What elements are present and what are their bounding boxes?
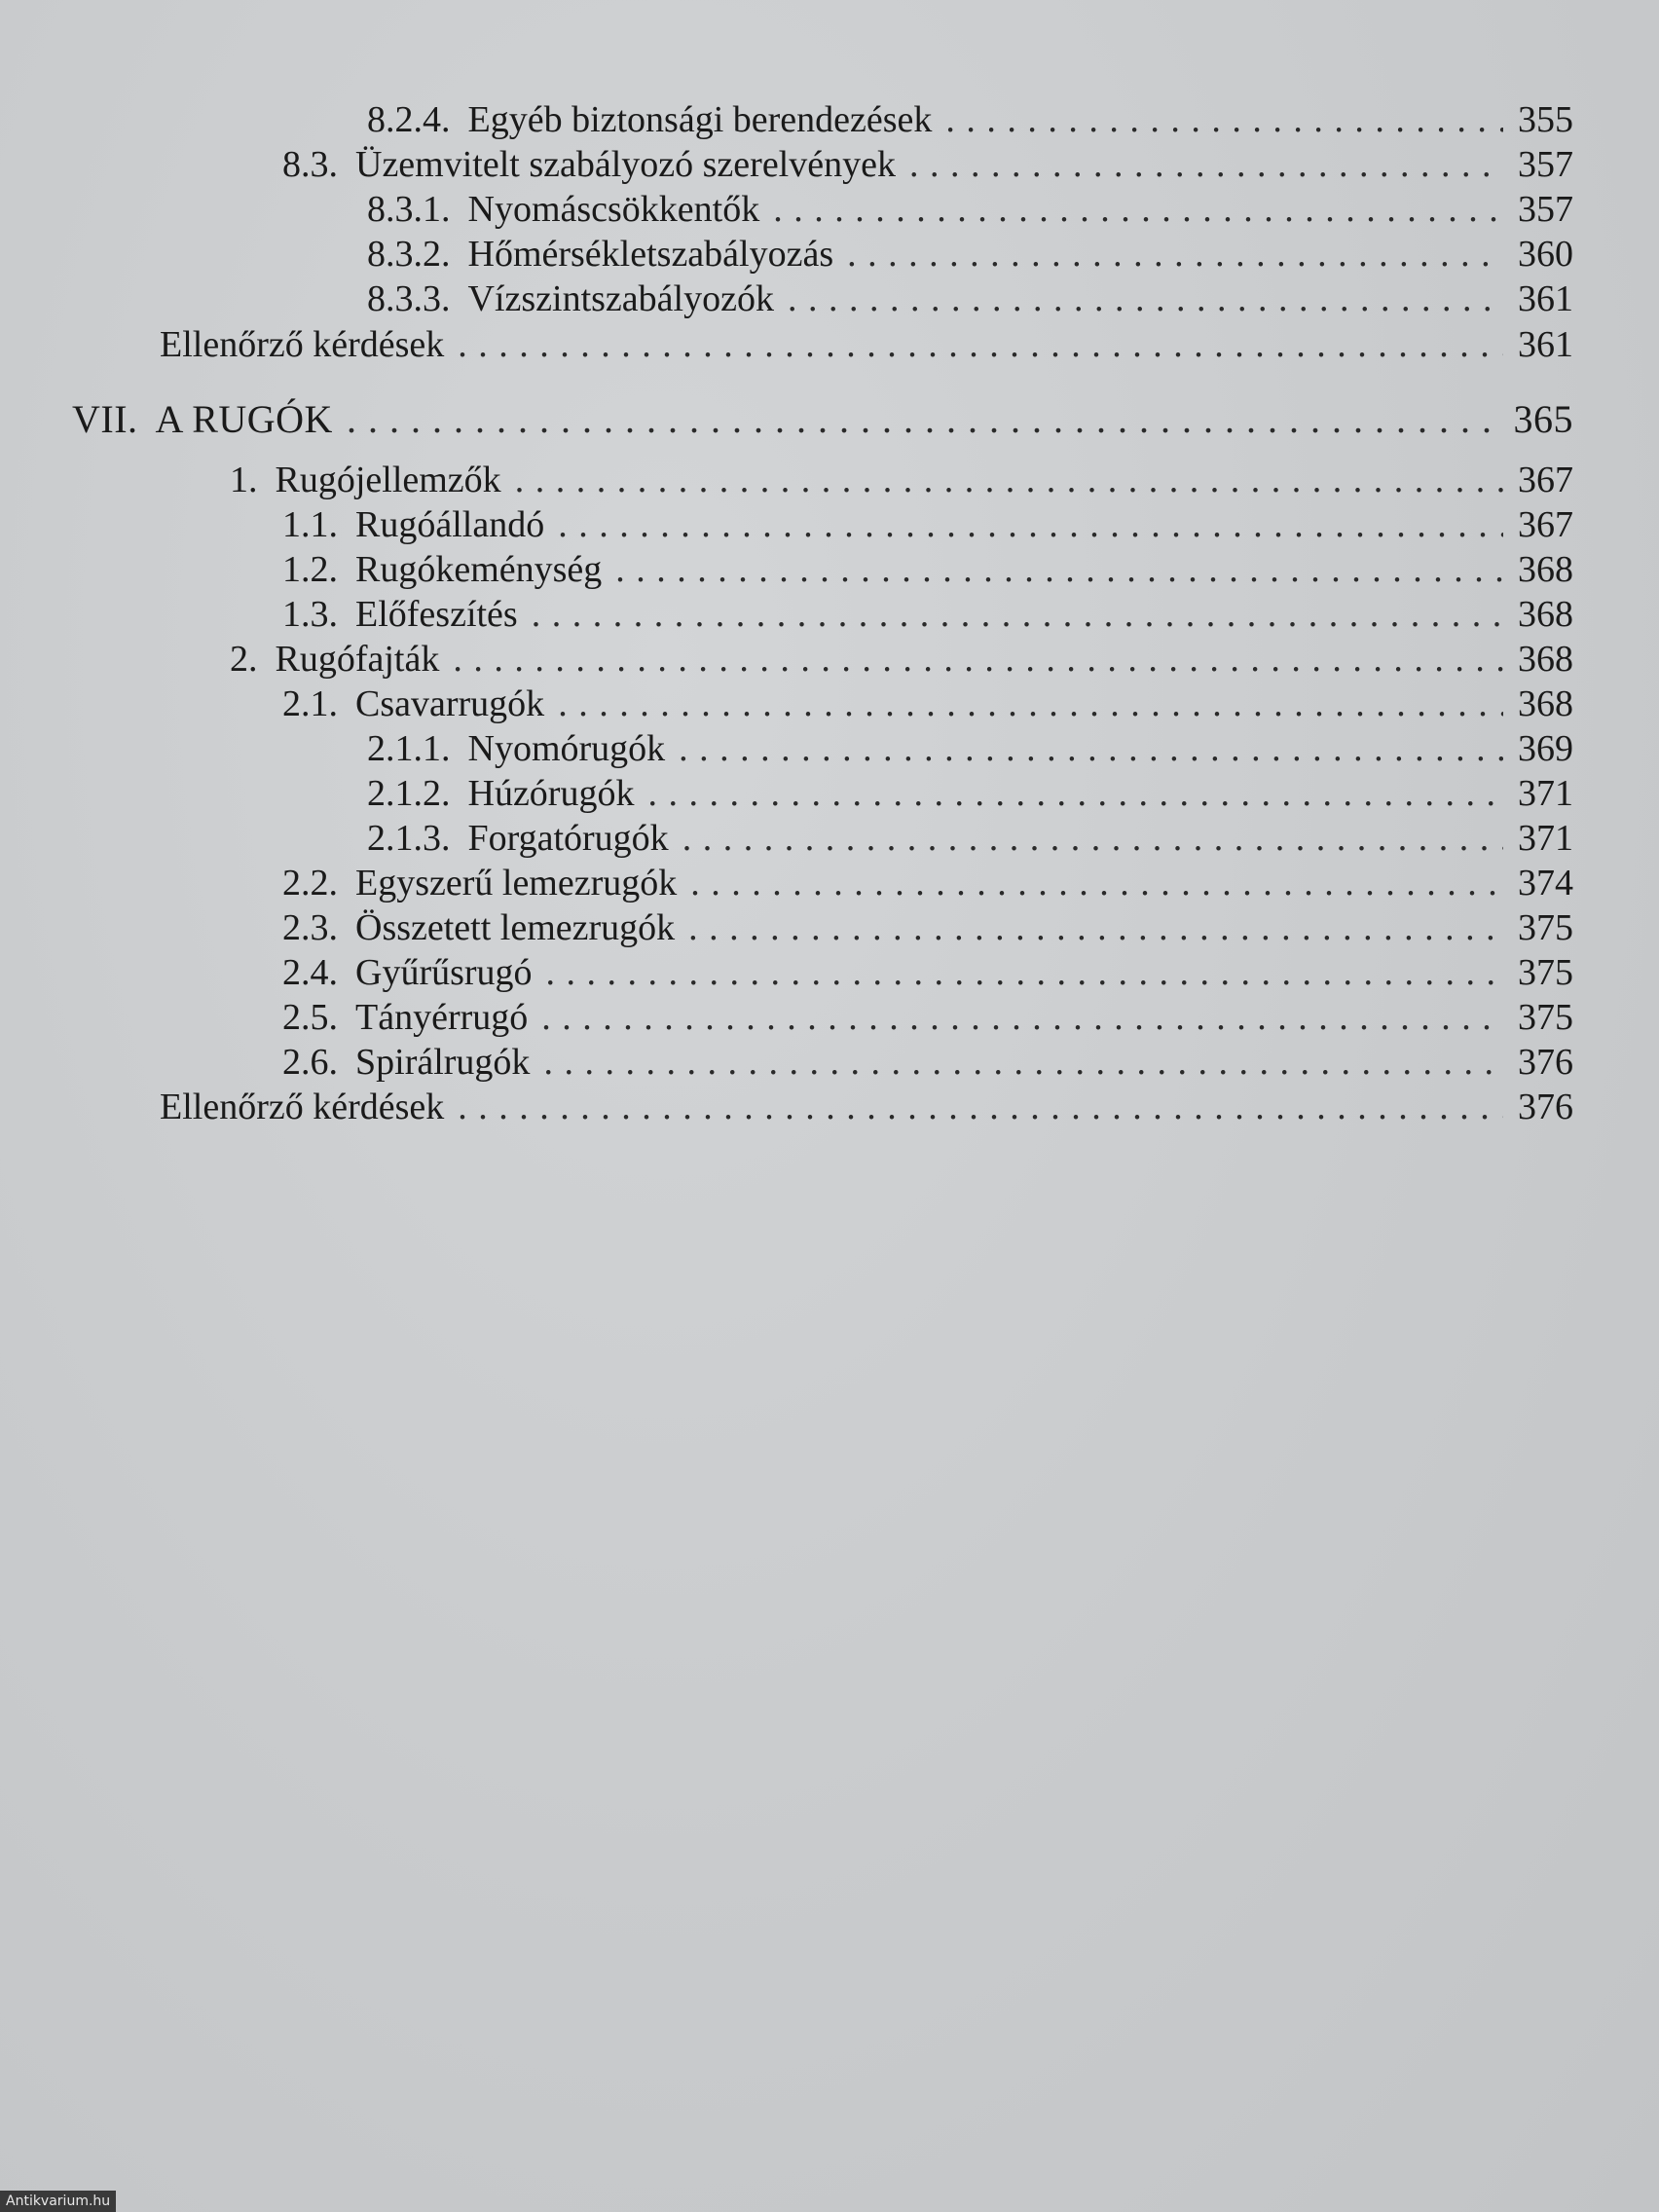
dot-leader [541, 995, 1503, 1040]
dot-leader [515, 458, 1503, 502]
toc-page-number: 361 [1518, 324, 1573, 365]
toc-entry [367, 276, 1573, 321]
dot-leader [679, 726, 1503, 771]
toc-number: 8.3. [282, 144, 338, 185]
toc-entry [367, 187, 1573, 232]
toc-number: 2.1.1. [367, 728, 451, 769]
toc-entry [282, 995, 1573, 1040]
toc-number: 2.3. [282, 907, 338, 948]
toc-page-number: 368 [1518, 549, 1573, 590]
toc-title: Forgatórugók [467, 818, 669, 859]
dot-leader [458, 1085, 1503, 1129]
toc-page-number: 357 [1518, 189, 1573, 230]
toc-page-number: 375 [1518, 952, 1573, 993]
toc-title: Tányérrugó [355, 997, 529, 1038]
toc-title: Nyomórugók [467, 728, 666, 769]
toc-entry [367, 232, 1573, 276]
toc-entry [230, 458, 1573, 502]
toc-number: 1.1. [282, 504, 338, 545]
dot-leader [615, 547, 1503, 592]
toc-entry [282, 905, 1573, 950]
toc-number: 8.2.4. [367, 99, 451, 140]
dot-leader [558, 502, 1503, 547]
dot-leader [690, 861, 1503, 905]
toc-page-number: 355 [1518, 99, 1573, 140]
toc-title: Hőmérsékletszabályozás [467, 234, 834, 275]
toc-number: 2.5. [282, 997, 338, 1038]
dot-leader [647, 771, 1503, 816]
toc-title: Csavarrugók [355, 683, 545, 724]
toc-entry [367, 97, 1573, 142]
toc-number: 2.4. [282, 952, 338, 993]
watermark: Antikvarium.hu [0, 2191, 116, 2212]
dot-leader [543, 1040, 1503, 1085]
toc-title: A RUGÓK [155, 397, 333, 441]
toc-page-number: 367 [1518, 504, 1573, 545]
toc-number: 8.3.1. [367, 189, 451, 230]
toc-page-number: 368 [1518, 639, 1573, 680]
toc-page-number: 368 [1518, 594, 1573, 635]
toc-page-number: 376 [1518, 1087, 1573, 1127]
dot-leader [688, 905, 1503, 950]
toc-page-number: 368 [1518, 683, 1573, 724]
toc-title: Rugókeménység [355, 549, 603, 590]
toc-number: 8.3.2. [367, 234, 451, 275]
toc-number: 2.2. [282, 863, 338, 903]
toc-number: 2.1. [282, 683, 338, 724]
toc-title: Vízszintszabályozók [467, 278, 774, 319]
dot-leader [558, 682, 1503, 726]
dot-leader [788, 276, 1503, 321]
toc-page-number: 365 [1513, 397, 1573, 441]
toc-number: 2.6. [282, 1042, 338, 1083]
toc-title: Ellenőrző kérdések [160, 324, 445, 365]
toc-entry [160, 1085, 1573, 1129]
toc-page-number: 367 [1518, 460, 1573, 500]
toc-page-number: 360 [1518, 234, 1573, 275]
toc-number: 8.3.3. [367, 278, 451, 319]
toc-number: 2.1.2. [367, 773, 451, 814]
toc-title: Nyomáscsökkentők [467, 189, 760, 230]
toc-page-number: 369 [1518, 728, 1573, 769]
toc-page-number: 375 [1518, 997, 1573, 1038]
toc-entry [160, 322, 1573, 367]
dot-leader [546, 950, 1503, 995]
toc-page-number: 371 [1518, 818, 1573, 859]
toc-title: Spirálrugók [355, 1042, 531, 1083]
dot-leader [909, 142, 1503, 187]
dot-leader [532, 592, 1503, 637]
toc-number: VII. [72, 397, 138, 441]
toc-entry [282, 1040, 1573, 1085]
toc-page-number: 361 [1518, 278, 1573, 319]
dot-leader [453, 637, 1503, 682]
toc-title: Rugófajták [275, 639, 440, 680]
toc-title: Egyszerű lemezrugók [355, 863, 678, 903]
toc-title: Üzemvitelt szabályozó szerelvények [355, 144, 896, 185]
toc-title: Gyűrűsrugó [355, 952, 533, 993]
toc-number: 2.1.3. [367, 818, 451, 859]
toc-title: Rugójellemzők [275, 460, 501, 500]
toc-entry [282, 861, 1573, 905]
toc-page-number: 376 [1518, 1042, 1573, 1083]
toc-entry [282, 547, 1573, 592]
toc-number: 1.2. [282, 549, 338, 590]
toc-page-number: 371 [1518, 773, 1573, 814]
toc-number: 2. [230, 639, 258, 680]
toc-entry [282, 950, 1573, 995]
toc-entry [282, 682, 1573, 726]
dot-leader [347, 397, 1503, 442]
toc-entry [282, 502, 1573, 547]
toc-title: Egyéb biztonsági berendezések [467, 99, 933, 140]
toc-entry [367, 771, 1573, 816]
dot-leader [773, 187, 1503, 232]
toc-entry [282, 142, 1573, 187]
toc-title: Rugóállandó [355, 504, 545, 545]
toc-entry [282, 592, 1573, 637]
toc-entry [367, 726, 1573, 771]
toc-chapter-entry [72, 397, 1573, 442]
toc-entry [367, 816, 1573, 861]
dot-leader [847, 232, 1503, 276]
toc-page-number: 374 [1518, 863, 1573, 903]
toc-title: Összetett lemezrugók [355, 907, 676, 948]
toc-title: Ellenőrző kérdések [160, 1087, 445, 1127]
toc-title: Húzórugók [467, 773, 635, 814]
toc-entry [230, 637, 1573, 682]
toc-number: 1.3. [282, 594, 338, 635]
toc-title: Előfeszítés [355, 594, 518, 635]
dot-leader [682, 816, 1503, 861]
toc-number: 1. [230, 460, 258, 500]
toc-page-number: 357 [1518, 144, 1573, 185]
toc-page-number: 375 [1518, 907, 1573, 948]
dot-leader [945, 97, 1503, 142]
dot-leader [458, 322, 1503, 367]
